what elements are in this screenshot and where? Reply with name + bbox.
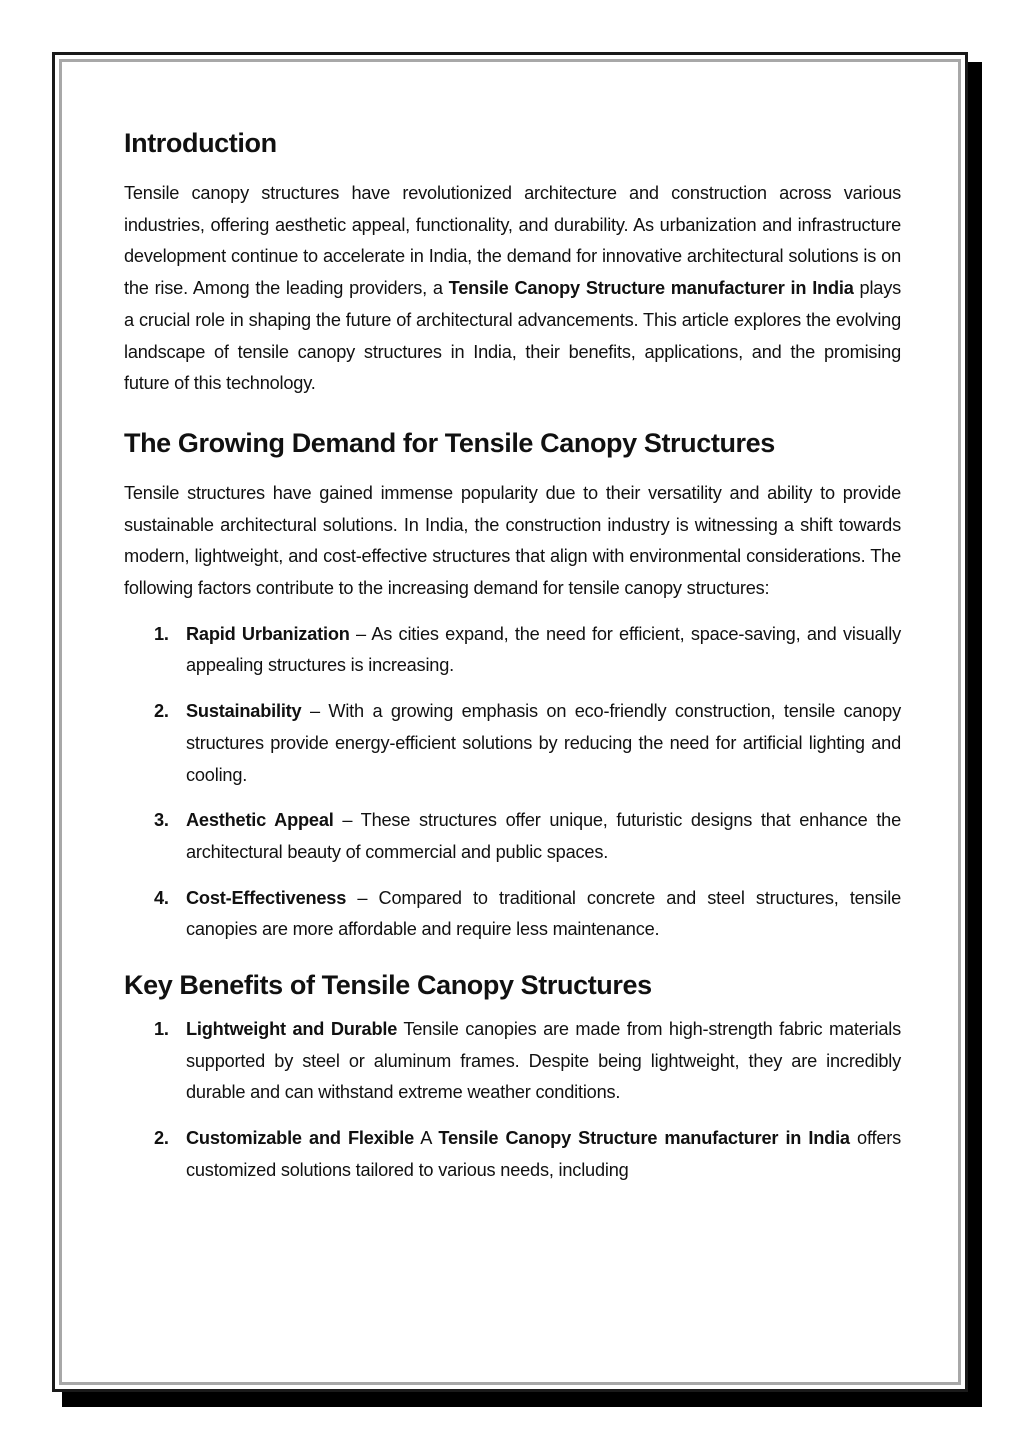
list-item-title: Rapid Urbanization	[186, 623, 350, 644]
list-item	[124, 883, 901, 946]
list-item-text: – Compared to traditional concrete and steel structures, tensile canopies are more affordable and require less maintenance.	[186, 887, 901, 940]
demand-factor-list	[124, 619, 901, 946]
list-number: 4.	[154, 887, 169, 908]
list-number: 1.	[154, 1019, 169, 1040]
list-item	[124, 1014, 901, 1109]
list-item-title: Lightweight and Durable	[186, 1019, 398, 1040]
list-item-title: Sustainability	[186, 701, 302, 722]
list-item-text: A	[414, 1128, 439, 1149]
list-number: 2.	[154, 1128, 169, 1149]
list-number: 3.	[154, 810, 169, 831]
list-item-bold-manufacturer: Tensile Canopy Structure manufacturer in India	[438, 1128, 850, 1149]
list-item-text: – These structures offer unique, futuristic designs that enhance the architectural beauty of commercial and public spaces.	[186, 810, 902, 862]
list-item-text: – As cities expand, the need for efficient, space-saving, and visually appealing structures is increasing.	[186, 623, 901, 676]
list-item-title: Cost-Effectiveness	[186, 887, 347, 908]
intro-text-end: plays a crucial role in shaping the future of architectural advancements. This article explores the evolving landscape of tensile canopy structures in India, their benefits, applications, and the promising future of this technology.	[124, 278, 901, 394]
list-item-title: Customizable and Flexible	[186, 1128, 415, 1149]
intro-text-start: Tensile canopy structures have revolutionized architecture and construction across various industries, offering aesthetic appeal, functionality, and durability. As urbanization and infrastructure development continue to accelerate in India, the demand for innovative architectural solutions is on the rise. Among the leading providers, a	[124, 183, 901, 299]
heading-key-benefits: Key Benefits of Tensile Canopy Structures	[124, 970, 652, 1001]
list-item-text: offers customized solutions tailored to various needs, including	[186, 1128, 901, 1180]
list-number: 1.	[154, 623, 169, 644]
demand-paragraph: Tensile structures have gained immense popularity due to their versatility and ability to provide sustainable architectural solutions. In India, the construction industry is witnessing a shift towards modern, lightweight, and cost-effective structures that align with environmental considerations. The following factors contribute to the increasing demand for tensile canopy structures:	[124, 482, 901, 599]
list-item	[124, 1123, 901, 1186]
list-item	[124, 696, 901, 791]
intro-bold-manufacturer: Tensile Canopy Structure manufacturer in India	[448, 278, 854, 299]
list-item-text: Tensile canopies are made from high-strength fabric materials supported by steel or aluminum frames. Despite being lightweight, they are incredibly durable and can withstand extreme weather conditions.	[186, 1019, 901, 1103]
heading-growing-demand: The Growing Demand for Tensile Canopy Structures	[124, 427, 775, 458]
benefits-list	[124, 1014, 901, 1187]
list-item	[124, 805, 901, 868]
document-content	[124, 118, 901, 1201]
heading-introduction: Introduction	[124, 128, 277, 158]
list-item-text: – With a growing emphasis on eco-friendly construction, tensile canopy structures provide energy-efficient solutions by reducing the need for artificial lighting and cooling.	[186, 701, 901, 785]
list-item	[124, 619, 901, 682]
intro-paragraph	[124, 178, 901, 400]
list-item-title: Aesthetic Appeal	[186, 810, 334, 831]
list-number: 2.	[154, 701, 169, 722]
